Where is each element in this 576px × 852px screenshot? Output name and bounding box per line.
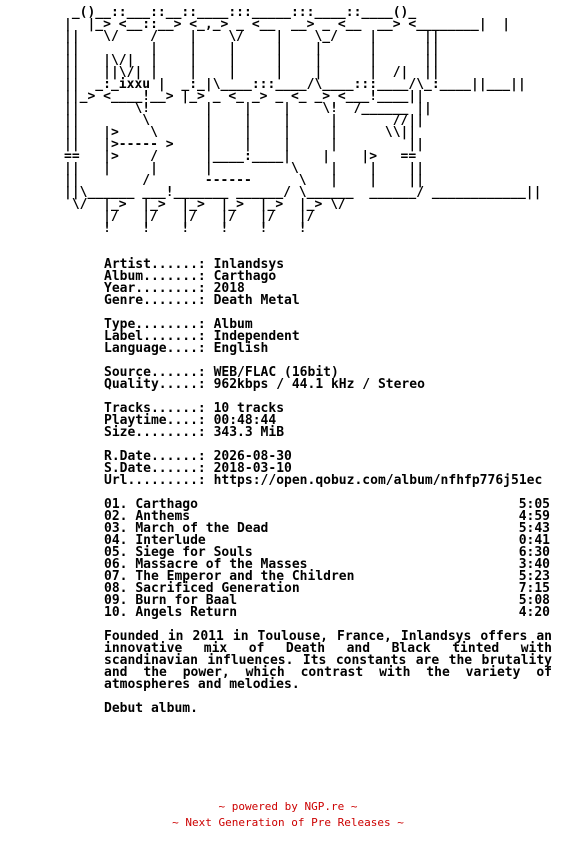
info-row-url [104, 475, 552, 487]
track-duration: 5:43 [518, 521, 550, 536]
url-value: https://open.qobuz.com/album/nfhfp776j51ec [213, 473, 543, 488]
track-number: 08. [104, 581, 128, 596]
track-number: 05. [104, 545, 128, 560]
ascii-art-logo: _()__::___::__::____:::_____:::____::____()_ | |_> <__::__> <_,_> _ <__ __> _ <__ __> <________| | || \/ / | \/ | \_/ | || || | | | | | | || || |\/| | | | | | | || || ||\/| | | | | | | /| || || _:_ixxu | _:_|\____:::____/\____:::____/\_:____||___|| ||_> <____!__> |_> _ <_ _> _ <_ _> <___!____|| || \! | | | \! /______ || || \ | | | | //|| || |> \ | | | | \\|| || |>----- > | | | | || == |> / |____:____| | |> == || | | | \ | | || || / ------ \ | | || ||\______ ___!_______ ______/ \______ ______/ ____________|| \/ |_> |_> |_> |_> |_> |_> \/ |/ |/ |/ |/ |/ |/ ! ! ! ! ! ! [64, 5, 542, 236]
source-value: WEB/FLAC (16bit) [213, 365, 339, 380]
type-value: Album [213, 317, 253, 332]
sdate-label: S.Date......: [104, 461, 206, 476]
album-value: Carthago [213, 269, 277, 284]
rdate-label: R.Date......: [104, 449, 206, 464]
album-note: Debut album. [104, 701, 198, 716]
track-number: 02. [104, 509, 128, 524]
track-number: 01. [104, 497, 128, 512]
sdate-value: 2018-03-10 [213, 461, 292, 476]
track-title: Sacrificed Generation [135, 581, 300, 596]
info-row-genre [104, 295, 552, 307]
artist-label: Artist......: [104, 257, 206, 272]
year-value: 2018 [213, 281, 245, 296]
quality-value: 962kbps / 44.1 kHz / Stereo [213, 377, 425, 392]
language-label: Language....: [104, 341, 206, 356]
rdate-value: 2026-08-30 [213, 449, 292, 464]
track-row [104, 607, 550, 619]
track-title: March of the Dead [135, 521, 269, 536]
label-label: Label.......: [104, 329, 206, 344]
track-title: Angels Return [135, 605, 238, 620]
track-number: 06. [104, 557, 128, 572]
release-info [104, 259, 552, 715]
info-row-size [104, 427, 552, 439]
track-title: Interlude [135, 533, 206, 548]
info-row-language [104, 343, 552, 355]
genre-label: Genre.......: [104, 293, 206, 308]
album-description: Founded in 2011 in Toulouse, France, Inlandsys offers an innovative mix of Death and Black tinted with scandinavian influences. Its constants are the brutality and the power, which contrast with the variety of atmospheres and melodies. [104, 629, 552, 692]
label-value: Independent [213, 329, 300, 344]
genre-value: Death Metal [213, 293, 300, 308]
quality-label: Quality.....: [104, 377, 206, 392]
track-title: Siege for Souls [135, 545, 253, 560]
track-title: Massacre of the Masses [135, 557, 308, 572]
tracklist [104, 499, 552, 619]
year-label: Year........: [104, 281, 206, 296]
track-number: 07. [104, 569, 128, 584]
track-duration: 5:23 [518, 569, 550, 584]
track-number: 04. [104, 533, 128, 548]
track-duration: 5:05 [518, 497, 550, 512]
size-value: 343.3 MiB [213, 425, 285, 440]
track-number: 09. [104, 593, 128, 608]
url-label: Url.........: [104, 473, 206, 488]
track-title: The Emperor and the Children [135, 569, 355, 584]
language-value: English [213, 341, 269, 356]
nfo-document [56, 7, 552, 715]
track-title: Carthago [135, 497, 198, 512]
track-duration: 6:30 [518, 545, 550, 560]
tracks-label: Tracks......: [104, 401, 206, 416]
track-duration: 5:08 [518, 593, 550, 608]
type-label: Type........: [104, 317, 206, 332]
track-duration: 4:59 [518, 509, 550, 524]
track-duration: 3:40 [518, 557, 550, 572]
info-row-quality [104, 379, 552, 391]
track-duration: 0:41 [518, 533, 550, 548]
track-number: 10. [104, 605, 128, 620]
track-duration: 7:15 [518, 581, 550, 596]
size-label: Size........: [104, 425, 206, 440]
tracks-value: 10 tracks [213, 401, 285, 416]
playtime-label: Playtime....: [104, 413, 206, 428]
playtime-value: 00:48:44 [213, 413, 277, 428]
track-title: Burn for Baal [135, 593, 238, 608]
track-duration: 4:20 [518, 605, 550, 620]
album-label: Album.......: [104, 269, 206, 284]
footer-tagline: ~ Next Generation of Pre Releases ~ [172, 816, 404, 829]
source-label: Source......: [104, 365, 206, 380]
track-title: Anthems [135, 509, 191, 524]
track-number: 03. [104, 521, 128, 536]
footer-powered-by: ~ powered by NGP.re ~ [218, 800, 358, 813]
artist-value: Inlandsys [213, 257, 285, 272]
